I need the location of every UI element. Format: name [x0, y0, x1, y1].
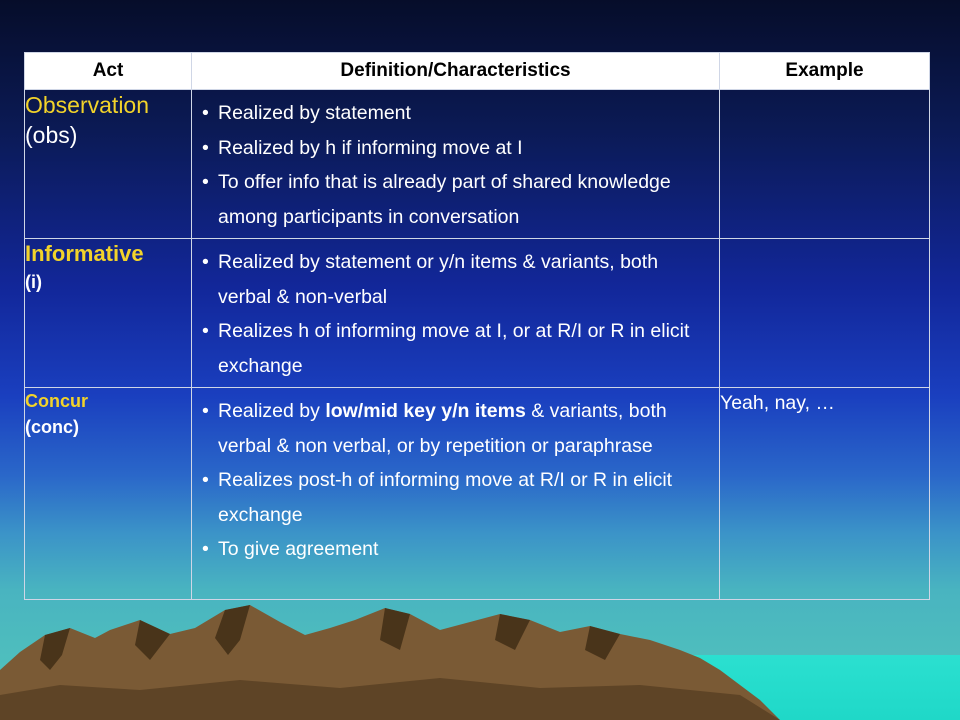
act-name-informative: Informative [25, 241, 144, 266]
act-abbr-concur: (conc) [25, 417, 79, 437]
bullet-text-before: Realized by [218, 400, 326, 422]
column-header-act: Act [25, 53, 192, 90]
bullet-item: • Realized by h if informing move at I [202, 131, 713, 166]
definition-cell-concur [192, 388, 720, 600]
definition-cell-informative [192, 239, 720, 388]
mountain-range-illustration [0, 600, 960, 720]
act-cell-informative [25, 239, 192, 388]
example-cell-informative [720, 239, 930, 388]
act-cell-observation [25, 90, 192, 239]
table-row-informative [25, 239, 930, 388]
example-cell-concur: Yeah, nay, … [720, 388, 930, 600]
bullet-item: • To offer info that is already part of shared knowledge among participants in conversation [202, 165, 713, 234]
column-header-definition: Definition/Characteristics [192, 53, 720, 90]
bullet-item: • Realized by statement [202, 96, 713, 131]
bullet-text-bold: low/mid key y/n items [325, 400, 526, 422]
bullet-item [202, 394, 713, 463]
act-cell-concur [25, 388, 192, 600]
column-header-example: Example [720, 53, 930, 90]
act-name-observation: Observation [25, 92, 150, 118]
act-abbr-informative: (i) [25, 272, 42, 292]
bullet-item: • Realized by statement or y/n items & variants, both verbal & non-verbal [202, 245, 713, 314]
speech-acts-table [24, 52, 930, 600]
example-cell-observation [720, 90, 930, 239]
definition-cell-observation [192, 90, 720, 239]
bullet-item: • Realizes h of informing move at I, or at R/I or R in elicit exchange [202, 314, 713, 383]
bullet-item: • Realizes post-h of informing move at R/I or R in elicit exchange [202, 463, 713, 532]
act-name-concur: Concur [25, 391, 88, 411]
bullet-item: • To give agreement [202, 532, 713, 567]
table-header-row [25, 53, 930, 90]
act-abbr-observation: (obs) [25, 122, 78, 148]
table-row-concur [25, 388, 930, 600]
table-row-observation [25, 90, 930, 239]
bullet-text-after: & variants, both verbal & non verbal, or by repetition or paraphrase [218, 400, 667, 457]
